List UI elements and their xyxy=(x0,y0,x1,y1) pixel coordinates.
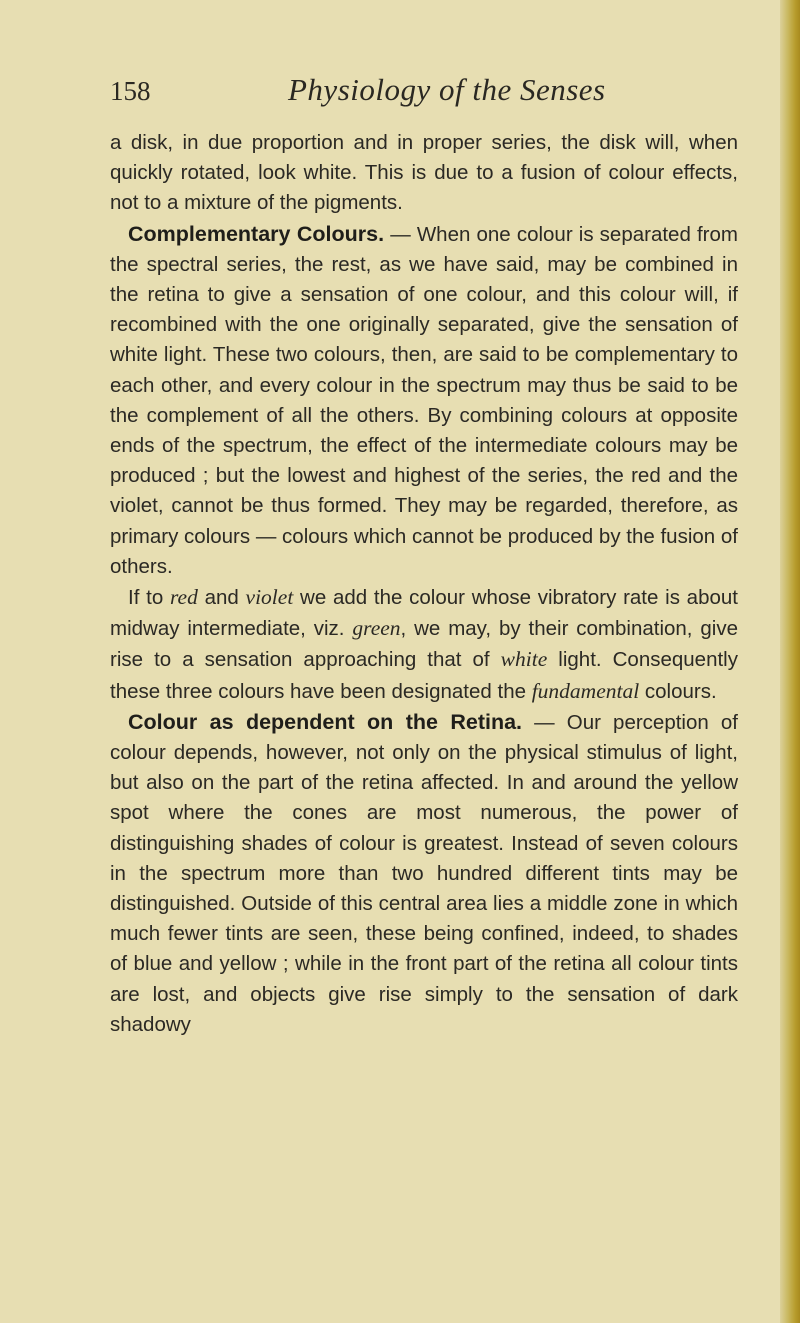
paragraph-text: When one colour is separated from the spectral series, the rest, as we have said, may be combined in the retina to give a sensation of one colour, and this colour will, if recombined with the one originally separated, give the sensation of white light. These two colours, then, are said to be complementary to each other, and every colour in the spectrum may thus be said to be the complement of all the others. By combining colours at opposite ends of the spectrum, the effect of the intermediate colours may be produced ; but the lowest and highest of the series, the red and the violet, cannot be thus formed. They may be regarded, therefore, as primary colours — colours which cannot be produced by the fusion of others. xyxy=(110,222,738,578)
section-heading-complementary-colours: Complementary Colours. xyxy=(128,221,385,246)
paragraph-retina xyxy=(110,707,738,1040)
paragraph-text: Our perception of colour depends, however, not only on the physical stimulus of light, but also on the part of the retina affected. In and around the yellow spot where the cones are most numerous, the power of distinguishing shades of colour is greatest. Instead of seven colours in the spectrum more than two hundred different tints may be distinguished. Outside of this central area lies a middle zone in which much fewer tints are seen, these being confined, indeed, to shades of blue and yellow ; while in the front part of the retina all colour tints are lost, and objects give rise simply to the sensation of dark shadowy xyxy=(110,710,738,1036)
heading-separator: — xyxy=(384,222,417,246)
italic-term-fundamental: fundamental xyxy=(531,678,640,703)
text-run: colours. xyxy=(639,679,717,703)
italic-term-green: green xyxy=(352,616,401,641)
paragraph-fundamental-colours xyxy=(110,582,738,707)
text-run: and xyxy=(197,586,246,610)
italic-term-violet: violet xyxy=(245,585,294,610)
text-run: If to xyxy=(128,586,170,610)
text-run: we add the colour whose vibratory rate is about midway intermediate, viz. xyxy=(110,586,738,641)
running-title: Physiology of the Senses xyxy=(288,72,606,107)
italic-term-white: white xyxy=(500,647,548,672)
paragraph-text: a disk, in due proportion and in proper series, the disk will, when quickly rotated, look white. This is due to a fusion of colour effects, not to a mixture of the pigments. xyxy=(110,131,738,215)
paragraph-continuation xyxy=(110,128,738,219)
section-heading-colour-retina: Colour as dependent on the Retina. xyxy=(128,709,523,734)
page-header xyxy=(110,68,760,112)
page-number: 158 xyxy=(110,76,151,106)
body-text xyxy=(110,128,738,1040)
italic-term-red: red xyxy=(169,585,198,610)
page-edge-shadow xyxy=(780,0,800,1323)
paragraph-complementary-colours xyxy=(110,219,738,582)
text-run: light. Consequently these three colours have been designated the xyxy=(110,648,738,703)
heading-separator: — xyxy=(522,710,567,734)
text-run: , we may, by their combination, give rise to a sensation approaching that of xyxy=(110,617,738,672)
